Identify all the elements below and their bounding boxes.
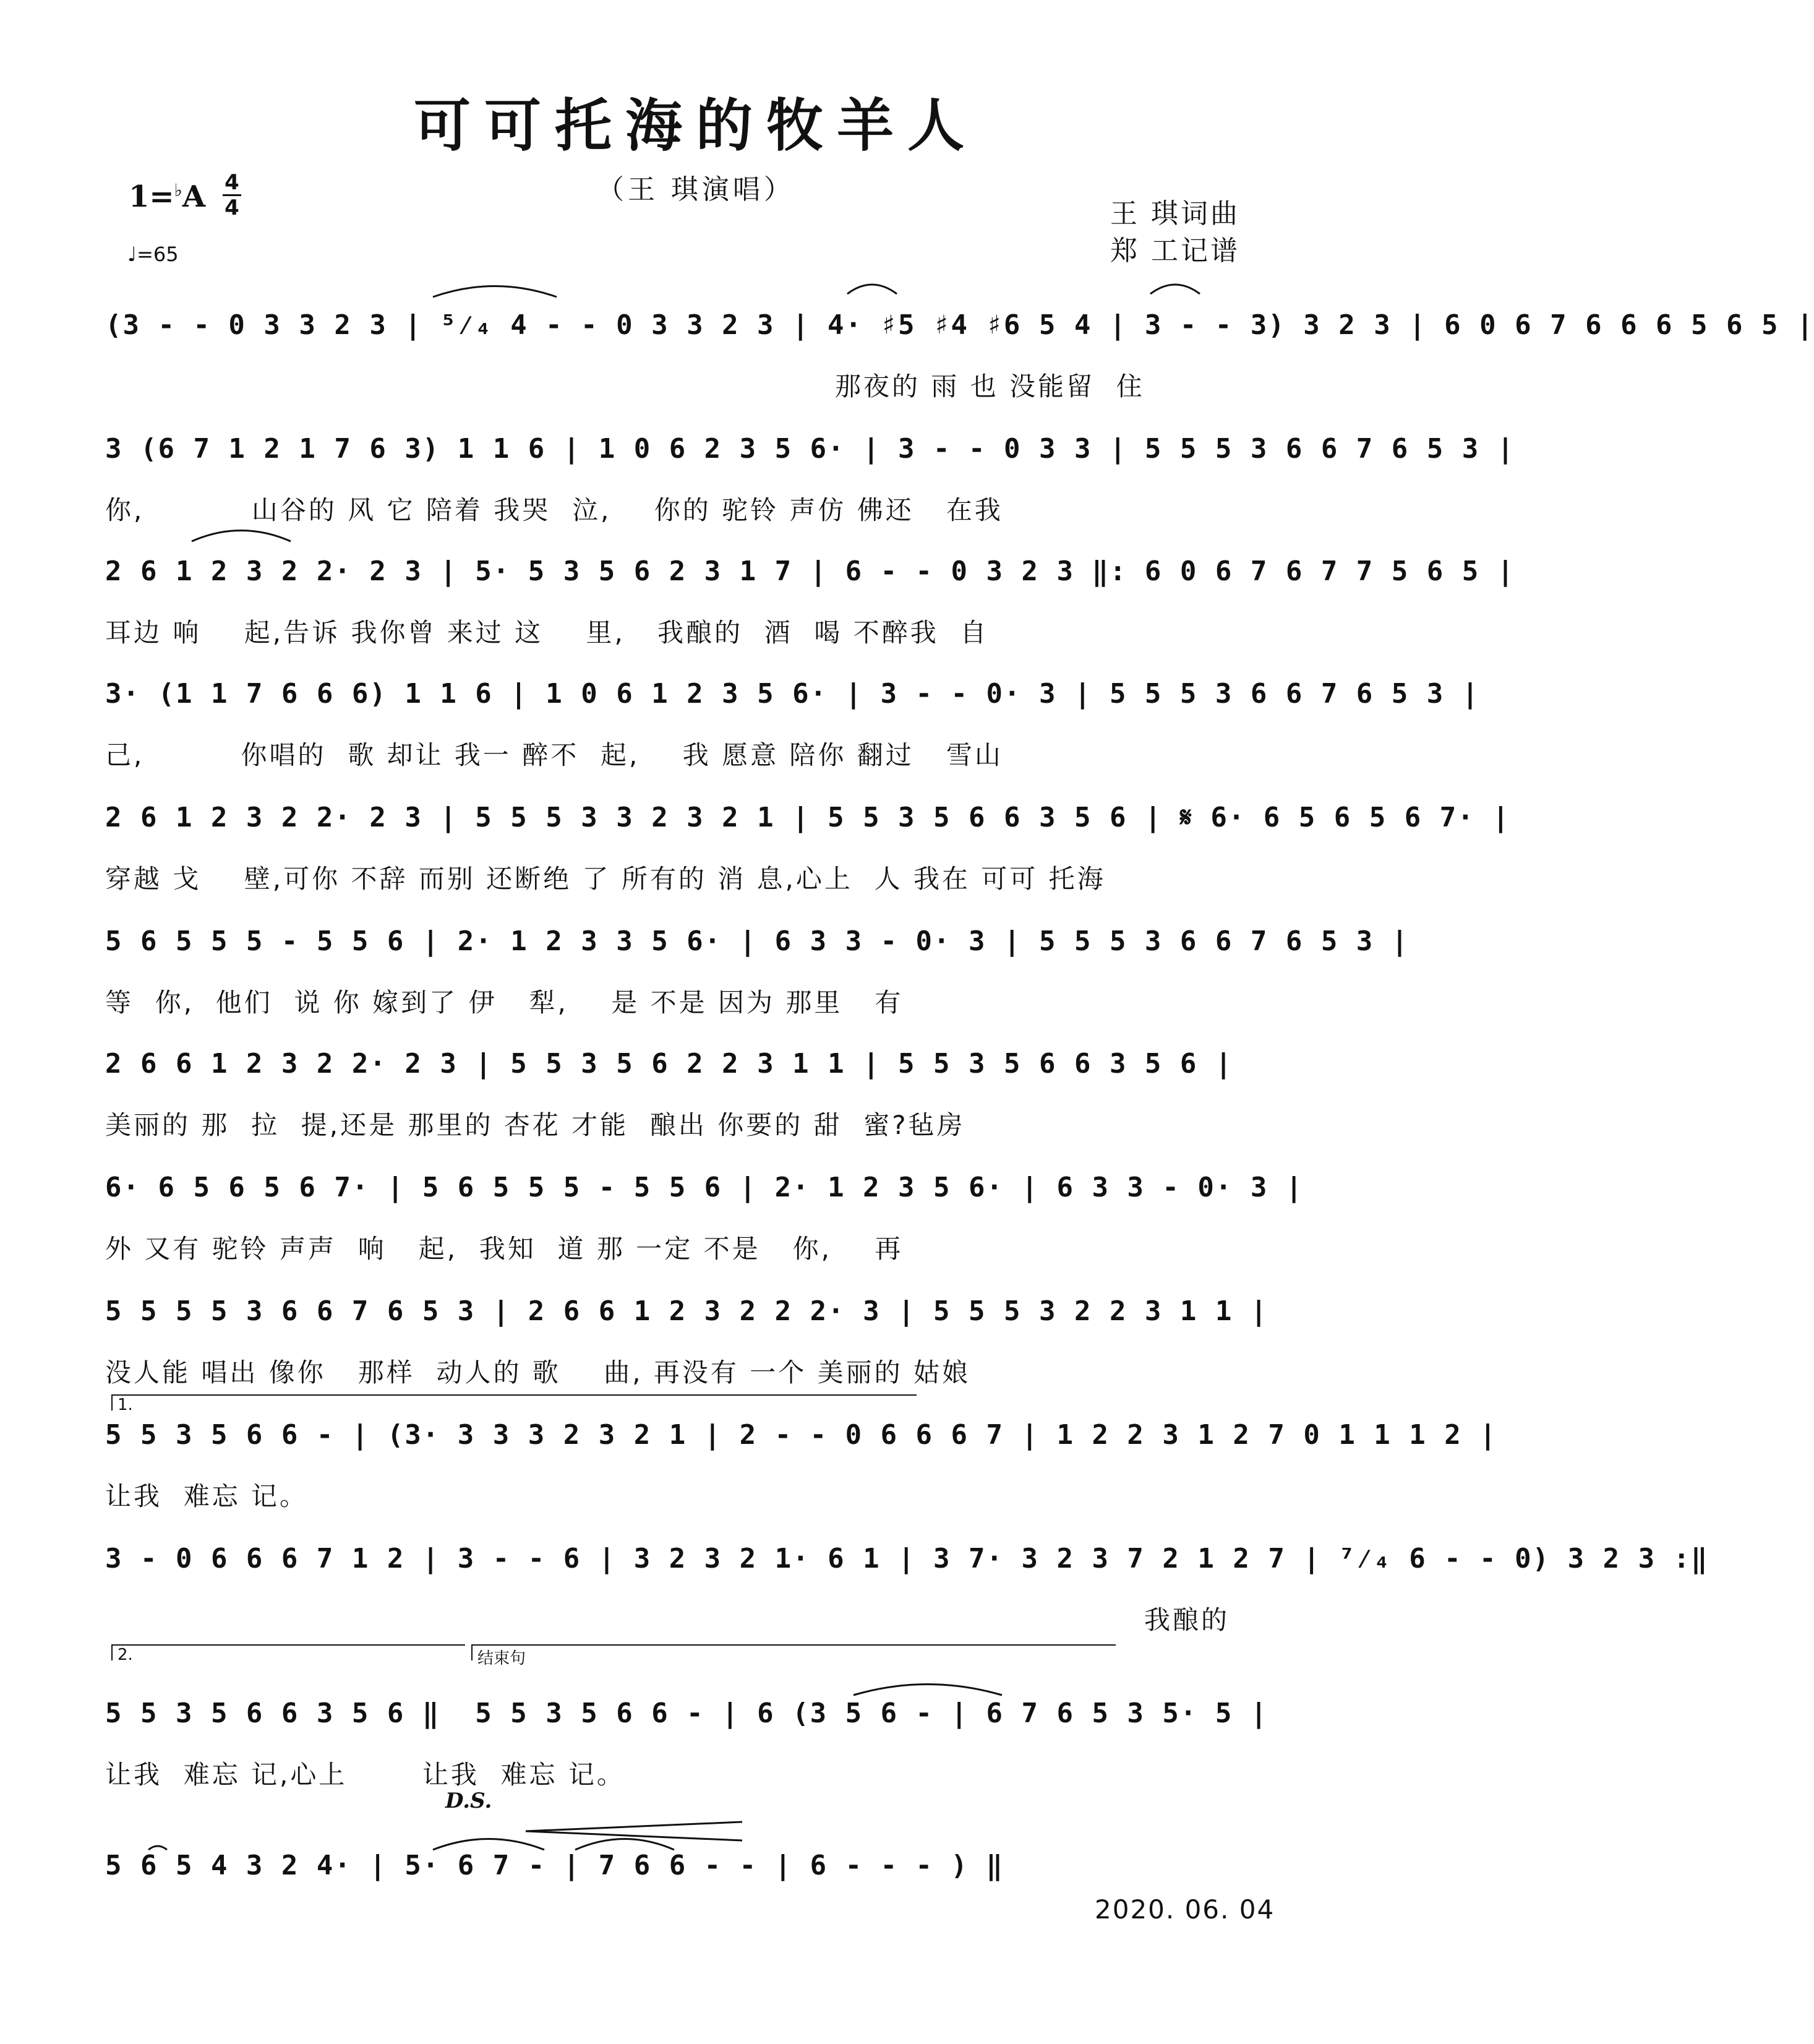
lyrics-line: 耳边 响 起,告诉 我你曾 来过 这 里, 我酿的 酒 喝 不醉我 自	[105, 617, 989, 648]
slur-arc	[847, 285, 897, 294]
slur-arc	[854, 1685, 1002, 1696]
notation-line: 5 5 3 5 6 6 - | (3· 3 3 3 2 3 2 1 | 2 - - 0 6 6 6 7 | 1 2 2 3 1 2 7 0 1 1 1 2 |	[105, 1419, 1497, 1451]
notation-line: 5 6 5 5 5 - 5 5 6 | 2· 1 2 3 3 5 6· | 6 3 3 - 0· 3 | 5 5 5 3 6 6 7 6 5 3 |	[105, 925, 1410, 957]
lyrics-line: 你, 山谷的 风 它 陪着 我哭 泣, 你的 驼铃 声仿 佛还 在我	[105, 495, 1003, 525]
meter-bottom: 4	[225, 195, 239, 220]
notation-line: 3· (1 1 7 6 6 6) 1 1 6 | 1 0 6 1 2 3 5 6· | 3 - - 0· 3 | 5 5 5 3 6 6 7 6 5 3 |	[105, 678, 1480, 710]
slur-arc	[433, 1839, 544, 1850]
dal-segno-marker: D.S.	[445, 1788, 492, 1813]
notation-line: 5 5 5 5 3 6 6 7 6 5 3 | 2 6 6 1 2 3 2 2 2· 3 | 5 5 5 3 2 2 3 1 1 |	[105, 1295, 1269, 1327]
key-flat: ♭	[174, 180, 182, 200]
notation-line: (3 - - 0 3 3 2 3 | ⁵⁄₄ 4 - - 0 3 3 2 3 | 4· ♯5 ♯4 ♯6 5 4 | 3 - - 3) 3 2 3 | 6 0 6 7 6 6 6 5 6 5 |	[105, 309, 1814, 341]
notation-line: 2 6 1 2 3 2 2· 2 3 | 5 5 5 3 3 2 3 2 1 | 5 5 3 5 6 6 3 5 6 | 𝄋 6· 6 5 6 5 6 7· |	[105, 802, 1510, 833]
lyrics-line: 美丽的 那 拉 提,还是 那里的 杏花 才能 酿出 你要的 甜 蜜?毡房	[105, 1110, 965, 1140]
notation-line: 6· 6 5 6 5 6 7· | 5 6 5 5 5 - 5 5 6 | 2· 1 2 3 5 6· | 6 3 3 - 0· 3 |	[105, 1172, 1304, 1203]
slur-arc	[575, 1839, 674, 1850]
ending-label: 结束句	[477, 1649, 526, 1668]
lyrics-line: 我酿的	[1144, 1605, 1230, 1635]
composer-credit: 王 琪词曲	[1110, 198, 1240, 230]
volta-2-label: 2.	[118, 1646, 133, 1664]
decrescendo-hairpin	[526, 1822, 742, 1840]
transcription-date: 2020. 06. 04	[1095, 1894, 1275, 1925]
notation-line: 2 6 1 2 3 2 2· 2 3 | 5· 5 3 5 6 2 3 1 7 | 6 - - 0 3 2 3 ‖: 6 0 6 7 6 7 7 5 6 5 |	[105, 556, 1515, 587]
lyrics-line: 没人能 唱出 像你 那样 动人的 歌 曲, 再没有 一个 美丽的 姑娘	[105, 1357, 970, 1388]
lyrics-line: 让我 难忘 记。	[105, 1481, 309, 1511]
notation-line: 5 6 5 4 3 2 4· | 5· 6 7 - | 7 6 6 - - | 6 - - - ) ‖	[105, 1850, 1004, 1881]
slur-arc	[433, 286, 557, 298]
meter-top: 4	[225, 170, 239, 195]
notation-line: 3 (6 7 1 2 1 7 6 3) 1 1 6 | 1 0 6 2 3 5 6· | 3 - - 0 3 3 | 5 5 5 3 6 6 7 6 5 3 |	[105, 433, 1515, 465]
slur-arc	[192, 531, 291, 542]
key-prefix: 1=	[129, 179, 174, 214]
notation-line: 5 5 3 5 6 6 3 5 6 ‖ 5 5 3 5 6 6 - | 6 (3 5 6 - | 6 7 6 5 3 5· 5 |	[105, 1698, 1269, 1729]
slur-arc	[148, 1846, 167, 1850]
volta-1-label: 1.	[118, 1396, 133, 1414]
lyrics-line: 等 你, 他们 说 你 嫁到了 伊 犁, 是 不是 因为 那里 有	[105, 987, 904, 1018]
transcriber-credit: 郑 工记谱	[1110, 235, 1240, 267]
tempo-marking: ♩=65	[127, 243, 179, 266]
song-title: 可可托海的牧羊人	[413, 93, 978, 159]
notation-line: 2 6 6 1 2 3 2 2· 2 3 | 5 5 3 5 6 2 2 3 1 1 | 5 5 3 5 6 6 3 5 6 |	[105, 1048, 1233, 1080]
lyrics-line: 穿越 戈 壁,可你 不辞 而别 还断绝 了 所有的 消 息,心上 人 我在 可可 托海	[105, 864, 1106, 894]
lyrics-line: 外 又有 驼铃 声声 响 起, 我知 道 那 一定 不是 你, 再	[105, 1234, 904, 1264]
lyrics-line: 那夜的 雨 也 没能留 住	[835, 371, 1145, 402]
key-note: A	[182, 179, 206, 214]
performer-subtitle: （王 琪演唱）	[597, 174, 795, 205]
slur-arc	[1150, 285, 1200, 294]
lyrics-line: 己, 你唱的 歌 却让 我一 醉不 起, 我 愿意 陪你 翻过 雪山	[105, 740, 1003, 770]
lyrics-line: 让我 难忘 记,心上 让我 难忘 记。	[105, 1759, 625, 1790]
notation-line: 3 - 0 6 6 6 7 1 2 | 3 - - 6 | 3 2 3 2 1· 6 1 | 3 7· 3 2 3 7 2 1 2 7 | ⁷⁄₄ 6 - - 0) 3 2 3 :‖	[105, 1543, 1709, 1574]
